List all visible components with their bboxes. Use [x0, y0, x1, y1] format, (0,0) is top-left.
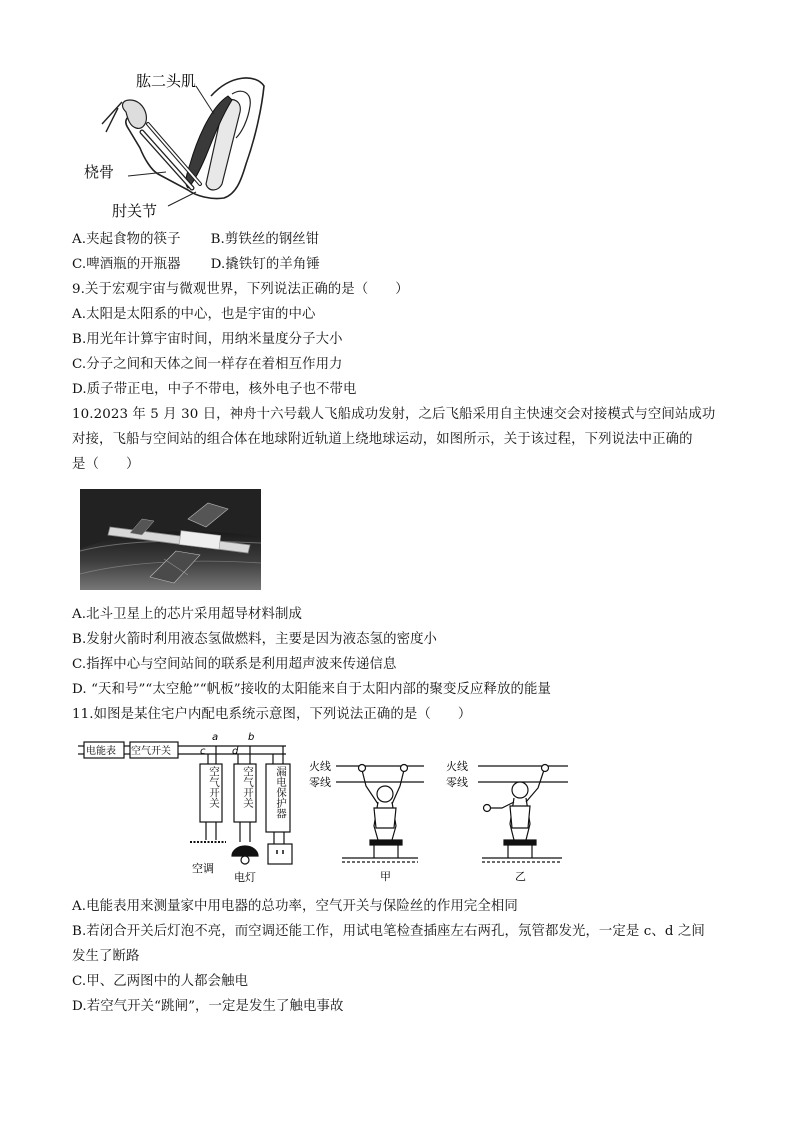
q10-option-d[interactable]: D. “天和号”“太空舱”“帆板”接收的太阳能来自于太阳内部的聚变反应释放的能量 [72, 682, 551, 697]
arm-drawing [96, 66, 266, 222]
q8-options-row1 [72, 231, 319, 249]
q9-option-a[interactable]: A.太阳是太阳系的中心，也是宇宙的中心 [72, 307, 316, 322]
leakage-protector-label: 漏电保护器 [275, 766, 287, 819]
neutral-label-jia: 零线 [309, 776, 331, 789]
q9-option-d[interactable]: D.质子带正电，中子不带电，核外电子也不带电 [72, 382, 357, 397]
arm-figure [96, 66, 266, 222]
q11-option-d[interactable]: D.若空气开关“跳闸”，一定是发生了触电事故 [72, 999, 344, 1014]
figure-yi-label: 乙 [515, 870, 526, 883]
q10-option-c[interactable]: C.指挥中心与空间站间的联系是利用超声波来传递信息 [72, 657, 397, 672]
q8-option-b[interactable]: B.剪铁丝的钢丝钳 [210, 232, 320, 247]
q9-option-b[interactable]: B.用光年计算宇宙时间，用纳米量度分子大小 [72, 332, 343, 347]
q10-stem-line1: 10.2023 年 5 月 30 日，神舟十六号载人飞船成功发射，之后飞船采用自主快速交会对接模式与空间站成功 [72, 407, 716, 422]
node-a: a [212, 732, 219, 743]
q8-option-d[interactable]: D.撬铁钉的羊角锤 [210, 257, 320, 272]
branch-switch-label-1: 空气开关 [208, 766, 220, 808]
q8-option-a[interactable]: A.夹起食物的筷子 [72, 232, 181, 247]
node-b: b [248, 732, 255, 743]
wiring-diagram-svg [78, 728, 578, 888]
space-station-image [80, 489, 261, 590]
branch-switch-label-2: 空气开关 [242, 766, 254, 808]
wiring-diagram [78, 728, 578, 888]
radius-label-overlay: 桡骨 [84, 162, 124, 182]
q10-stem-line2: 对接，飞船与空间站的组合体在地球附近轨道上绕地球运动，如图所示，关于该过程，下列说法中正确的 [72, 432, 693, 447]
q8-option-c[interactable]: C.啤酒瓶的开瓶器 [72, 257, 181, 272]
main-switch-label: 空气开关 [131, 746, 171, 757]
lamp-label: 电灯 [234, 871, 256, 884]
ac-label: 空调 [192, 862, 214, 875]
biceps-label: 肱二头肌 [136, 72, 197, 90]
q11-option-a[interactable]: A.电能表用来测量家中用电器的总功率，空气开关与保险丝的作用完全相同 [72, 899, 518, 914]
neutral-label-yi: 零线 [446, 776, 468, 789]
elbow-label: 肘关节 [112, 202, 158, 220]
q11-option-b-line2[interactable]: 发生了断路 [72, 949, 140, 964]
q11-option-b-line1[interactable]: B.若闭合开关后灯泡不亮，而空调还能工作，用试电笔检查插座左右两孔，氖管都发光，一定是 c、d 之间 [72, 924, 705, 939]
node-d: d [232, 746, 239, 757]
meter-label: 电能表 [86, 746, 116, 757]
q10-stem-line3: 是（ ） [72, 457, 140, 472]
q8-options-row2 [72, 256, 320, 274]
q9-stem: 9.关于宏观宇宙与微观世界，下列说法正确的是（ ） [72, 282, 409, 297]
q10-option-b[interactable]: B.发射火箭时利用液态氢做燃料，主要是因为液态氢的密度小 [72, 632, 438, 647]
space-station-photo [80, 489, 261, 590]
live-label-yi: 火线 [446, 760, 468, 773]
q9-option-c[interactable]: C.分子之间和天体之间一样存在着相互作用力 [72, 357, 343, 372]
q10-option-a[interactable]: A.北斗卫星上的芯片采用超导材料制成 [72, 607, 302, 622]
figure-jia-label: 甲 [380, 870, 391, 883]
q11-stem: 11.如图是某住宅户内配电系统示意图，下列说法正确的是（ ） [72, 707, 472, 722]
live-label-jia: 火线 [309, 760, 331, 773]
q11-option-c[interactable]: C.甲、乙两图中的人都会触电 [72, 974, 249, 989]
node-c: c [200, 746, 206, 757]
